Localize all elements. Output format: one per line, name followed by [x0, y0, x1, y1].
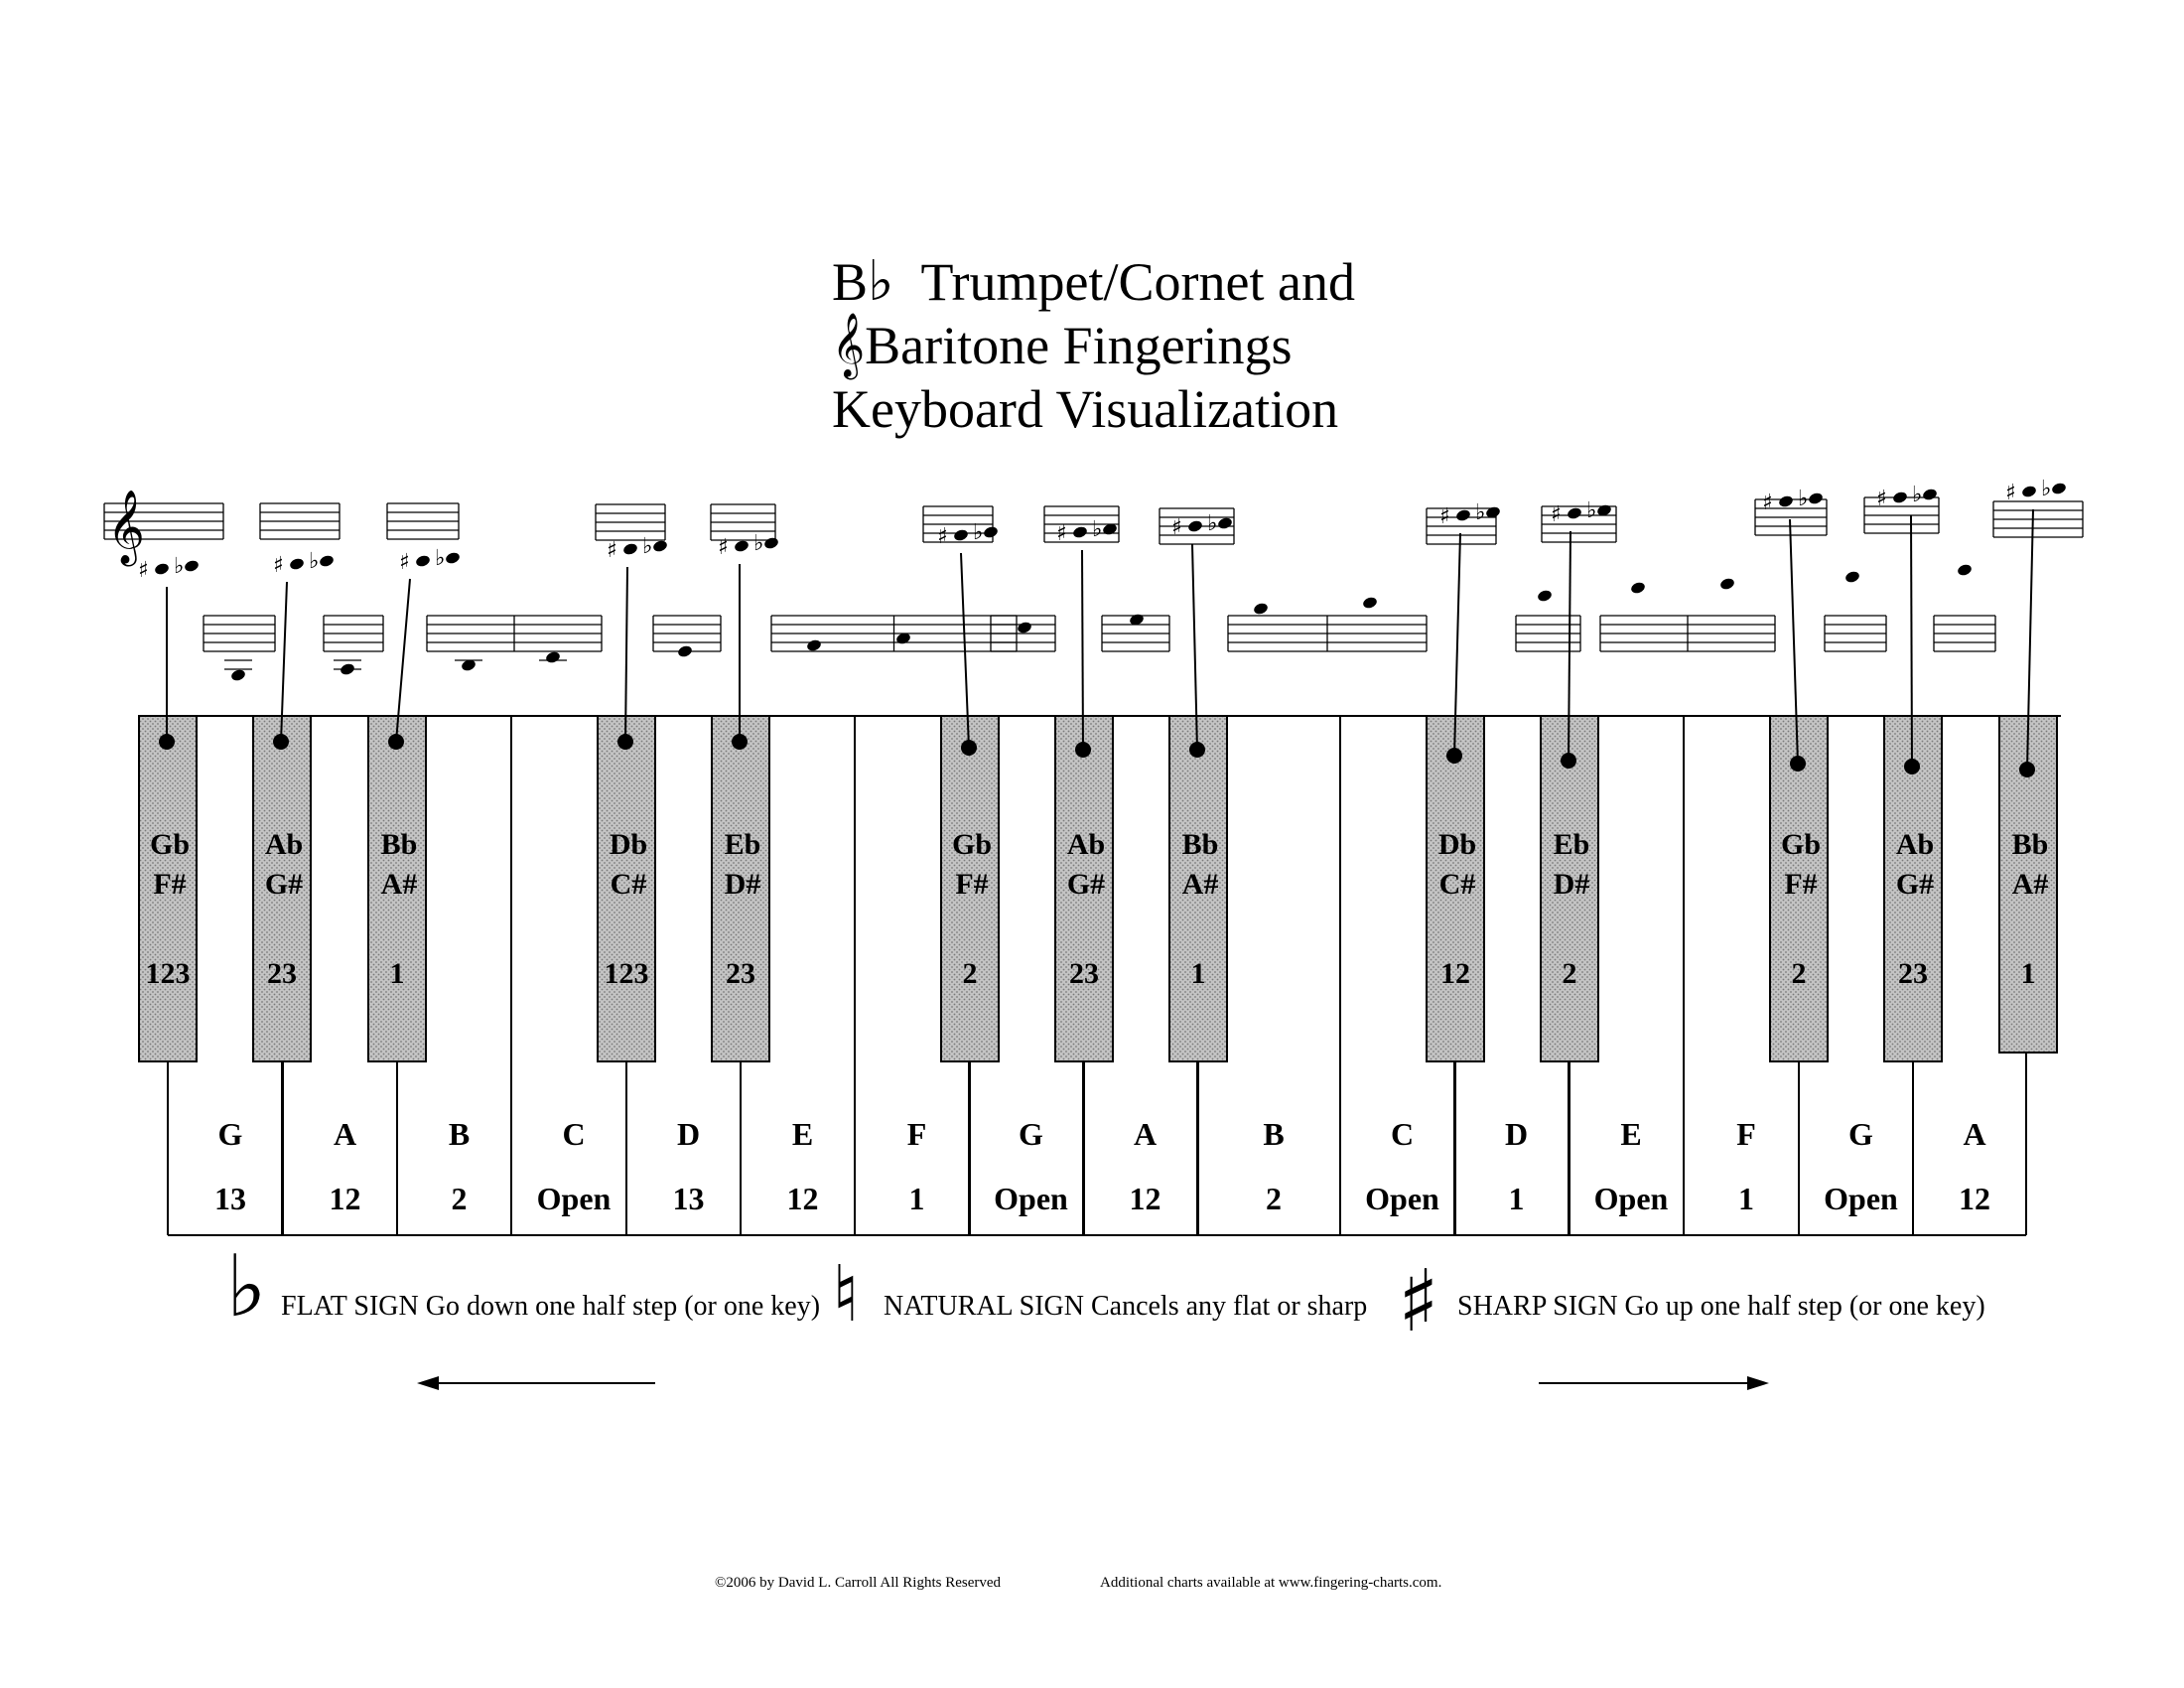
- black-key-fingering: 23: [267, 957, 297, 990]
- black-key-flat-name: Gb: [951, 828, 993, 861]
- natural-sign-icon: ♮: [832, 1250, 860, 1339]
- flat-accidental-icon: ♭: [753, 531, 764, 556]
- flat-accidental-icon: ♭: [642, 534, 653, 559]
- black-key-flat-name: Ab: [1895, 828, 1935, 861]
- sharp-accidental-icon: ♯: [937, 524, 948, 549]
- black-key-flat-name: Eb: [724, 828, 761, 861]
- black-key-flat-name: Gb: [149, 828, 191, 861]
- natural-note-head: [545, 650, 562, 664]
- title-text-1: Trumpet/Cornet and: [920, 252, 1355, 312]
- black-key-flat-name: Ab: [264, 828, 304, 861]
- white-key-fingering: Open: [1824, 1181, 1898, 1216]
- black-key-flat-name: Gb: [1780, 828, 1822, 861]
- sharp-note-head: [734, 539, 751, 553]
- flat-sign-icon: ♭: [226, 1237, 267, 1336]
- black-key-sharp-name: A#: [380, 868, 418, 901]
- white-key-note: A: [1963, 1116, 1986, 1152]
- natural-note-head: [1017, 621, 1033, 634]
- title-text-3: Keyboard Visualization: [832, 379, 1339, 439]
- staff-group: [104, 477, 2083, 682]
- black-key-sharp-name: C#: [610, 868, 647, 901]
- sharp-note-head: [953, 528, 970, 542]
- sharp-accidental-icon: ♯: [718, 535, 729, 560]
- arrow-group: [417, 1376, 1769, 1390]
- flat-accidental-icon: ♭: [1586, 498, 1597, 523]
- flat-note-head: [652, 539, 669, 553]
- black-key-sharp-name: C#: [1438, 868, 1476, 901]
- white-key-note: G: [1848, 1116, 1873, 1152]
- b-letter: B: [832, 252, 869, 312]
- sharp-accidental-icon: ♯: [1171, 515, 1182, 540]
- black-key-fingering: 23: [1069, 957, 1099, 990]
- white-key-fingering: 1: [1738, 1181, 1754, 1216]
- sharp-sign-icon: ♯: [1398, 1252, 1439, 1351]
- flat-accidental-icon: ♭: [1798, 487, 1809, 511]
- sharp-note-head: [415, 554, 432, 568]
- white-key-fingering: 1: [908, 1181, 925, 1216]
- flat-note-head: [319, 554, 336, 568]
- flat-note-head: [1217, 516, 1234, 530]
- flat-accidental-icon: ♭: [973, 520, 984, 545]
- white-key-fingering: 13: [214, 1181, 246, 1216]
- black-key-fingering: 1: [1190, 957, 1206, 990]
- white-key-note: C: [1390, 1116, 1415, 1152]
- sharp-accidental-icon: ♯: [399, 550, 410, 575]
- flat-accidental-icon: ♭: [1475, 500, 1486, 525]
- black-key-sharp-name: F#: [1784, 868, 1818, 901]
- sharp-note-head: [2021, 485, 2038, 498]
- white-key-note: B: [448, 1116, 471, 1152]
- black-key-fingering: 2: [1562, 957, 1577, 990]
- black-key-sharp-name: G#: [264, 868, 304, 901]
- black-key-fingering: 123: [145, 957, 191, 990]
- black-key-sharp-name: A#: [1181, 868, 1219, 901]
- white-key-note: A: [1133, 1116, 1158, 1152]
- flat-note-head: [1922, 488, 1939, 501]
- black-key-sharp-name: G#: [1895, 868, 1935, 901]
- sharp-accidental-icon: ♯: [273, 553, 284, 578]
- black-key-flat-name: Bb: [380, 828, 418, 861]
- black-key-group: [139, 716, 2057, 1235]
- flat-note-head: [983, 525, 1000, 539]
- sharp-accidental-icon: ♯: [1762, 491, 1773, 515]
- title-text-2: Baritone Fingerings: [865, 316, 1293, 375]
- sharp-note-head: [1455, 508, 1472, 522]
- black-key-sharp-name: D#: [724, 868, 761, 901]
- black-key-fingering: 23: [726, 957, 755, 990]
- sharp-note-head: [1778, 494, 1795, 508]
- natural-note-head: [1957, 563, 1974, 577]
- white-key-note: G: [217, 1116, 243, 1152]
- sharp-note-head: [154, 562, 171, 576]
- black-key-flat-name: Ab: [1066, 828, 1106, 861]
- white-key-fingering: 12: [329, 1181, 361, 1216]
- white-key-note: E: [1620, 1116, 1642, 1152]
- sharp-sign-text: SHARP SIGN Go up one half step (or one key): [1457, 1291, 1985, 1322]
- additional-charts-text: Additional charts available at www.fingering-charts.com.: [1100, 1575, 1442, 1591]
- white-key-fingering: Open: [994, 1181, 1068, 1216]
- sharp-accidental-icon: ♯: [1551, 502, 1562, 527]
- white-key-note: D: [676, 1116, 701, 1152]
- natural-note-head: [1362, 596, 1379, 610]
- black-key-sharp-name: A#: [2011, 868, 2049, 901]
- white-key-note: F: [1736, 1116, 1756, 1152]
- flat-accidental-icon: ♭: [1912, 483, 1923, 507]
- natural-note-head: [1253, 602, 1270, 616]
- sharp-accidental-icon: ♯: [1439, 504, 1450, 529]
- natural-note-head: [230, 668, 247, 682]
- white-key-note: B: [1263, 1116, 1285, 1152]
- sharp-accidental-icon: ♯: [607, 538, 617, 563]
- natural-note-head: [1719, 577, 1736, 591]
- sharp-note-head: [622, 542, 639, 556]
- black-key-fingering: 123: [604, 957, 649, 990]
- natural-note-head: [1537, 589, 1554, 603]
- connector-line: [1911, 515, 1912, 767]
- white-key-fingering: 12: [1959, 1181, 1990, 1216]
- flat-note-head: [2051, 482, 2068, 495]
- black-key-flat-name: Db: [1437, 828, 1477, 861]
- black-key-flat-name: Bb: [1181, 828, 1219, 861]
- natural-note-head: [1844, 570, 1861, 584]
- copyright-text: ©2006 by David L. Carroll All Rights Reserved: [715, 1575, 1002, 1591]
- black-key-sharp-name: F#: [955, 868, 989, 901]
- white-key-note: F: [906, 1116, 927, 1152]
- black-key-fingering: 1: [2020, 957, 2036, 990]
- flat-note-head: [1808, 492, 1825, 505]
- flat-accidental-icon: ♭: [309, 549, 320, 574]
- sharp-accidental-icon: ♯: [2005, 481, 2016, 505]
- white-key-note: C: [562, 1116, 586, 1152]
- white-key-fingering: Open: [536, 1181, 612, 1216]
- flat-note-head: [763, 536, 780, 550]
- black-key-fingering: 2: [1791, 957, 1807, 990]
- flat-accidental-icon: ♭: [435, 546, 446, 571]
- black-key-fingering: 12: [1440, 957, 1470, 990]
- natural-note-head: [806, 638, 823, 652]
- black-key-fingering: 23: [1898, 957, 1928, 990]
- white-key-note: A: [333, 1116, 357, 1152]
- black-key-sharp-name: F#: [153, 868, 187, 901]
- connector-line: [1082, 550, 1083, 750]
- white-key-fingering: 2: [451, 1181, 468, 1216]
- white-key-fingering: 1: [1508, 1181, 1525, 1216]
- sharp-accidental-icon: ♯: [1056, 521, 1067, 546]
- white-key-fingering: 12: [1129, 1181, 1161, 1216]
- natural-sign-text: NATURAL SIGN Cancels any flat or sharp: [884, 1291, 1368, 1322]
- staff-treble-clef-icon: 𝄞: [107, 491, 145, 564]
- flat-note-head: [445, 551, 462, 565]
- arrow-right-head-icon: [1747, 1376, 1769, 1390]
- treble-clef-icon: 𝄞: [832, 313, 866, 377]
- black-key-sharp-name: D#: [1553, 868, 1590, 901]
- white-key-fingering: 13: [672, 1181, 705, 1216]
- flat-accidental-icon: ♭: [1207, 511, 1218, 536]
- black-key-sharp-name: G#: [1066, 868, 1106, 901]
- white-key-fingering: 12: [786, 1181, 819, 1216]
- white-key-note: D: [1504, 1116, 1529, 1152]
- flat-sign-text: FLAT SIGN Go down one half step (or one key): [281, 1291, 821, 1322]
- black-key-flat-name: Db: [609, 828, 648, 861]
- black-key-fingering: 1: [389, 957, 405, 990]
- white-key-note: E: [791, 1116, 814, 1152]
- natural-note-head: [677, 644, 694, 658]
- sharp-accidental-icon: ♯: [138, 558, 149, 583]
- white-key-note: G: [1019, 1116, 1043, 1152]
- sharp-accidental-icon: ♯: [1876, 487, 1887, 511]
- flat-symbol-icon: ♭: [868, 249, 894, 314]
- sharp-note-head: [1187, 519, 1204, 533]
- black-key-flat-name: Eb: [1553, 828, 1590, 861]
- flat-accidental-icon: ♭: [1092, 517, 1103, 542]
- sharp-note-head: [1892, 491, 1909, 504]
- white-key-fingering: Open: [1365, 1181, 1439, 1216]
- flat-note-head: [184, 559, 201, 573]
- white-key-fingering: 2: [1266, 1181, 1282, 1216]
- sharp-note-head: [1567, 506, 1583, 520]
- natural-note-head: [1630, 581, 1647, 595]
- sharp-note-head: [289, 557, 306, 571]
- white-key-fingering: Open: [1593, 1181, 1669, 1216]
- arrow-left-head-icon: [417, 1376, 439, 1390]
- flat-accidental-icon: ♭: [2041, 477, 2052, 501]
- flat-accidental-icon: ♭: [174, 554, 185, 579]
- black-key-fingering: 2: [962, 957, 978, 990]
- black-key-flat-name: Bb: [2011, 828, 2049, 861]
- sharp-note-head: [1072, 525, 1089, 539]
